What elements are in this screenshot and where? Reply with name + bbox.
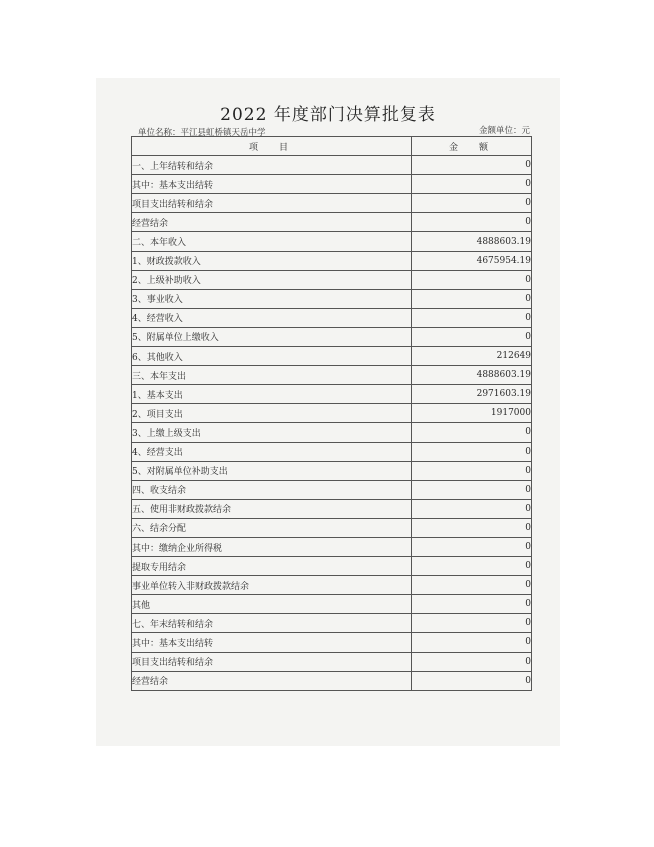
row-amount: 2971603.19 [412, 385, 532, 404]
row-amount: 4888603.19 [412, 232, 532, 251]
row-amount: 0 [412, 671, 532, 690]
unit-name: 单位名称：平江县虹桥镇天岳中学 [138, 128, 266, 138]
row-amount: 0 [412, 175, 532, 194]
table-row [132, 423, 532, 442]
row-amount: 4675954.19 [412, 251, 532, 270]
table-row [132, 576, 532, 595]
row-label: 其中：缴纳企业所得税 [132, 537, 412, 556]
table-row [132, 289, 532, 308]
table-header-row [132, 137, 532, 156]
row-amount: 0 [412, 156, 532, 175]
row-amount: 0 [412, 327, 532, 346]
row-label: 1、财政拨款收入 [132, 251, 412, 270]
row-amount: 0 [412, 652, 532, 671]
row-label: 其他 [132, 595, 412, 614]
table-row [132, 595, 532, 614]
row-label: 事业单位转入非财政拨款结余 [132, 576, 412, 595]
table-row [132, 652, 532, 671]
row-amount: 1917000 [412, 404, 532, 423]
table-row [132, 614, 532, 633]
table-row [132, 251, 532, 270]
table-row [132, 232, 532, 251]
row-label: 经营结余 [132, 213, 412, 232]
row-amount: 0 [412, 194, 532, 213]
row-label: 三、本年支出 [132, 366, 412, 385]
row-amount: 0 [412, 461, 532, 480]
row-label: 2、项目支出 [132, 404, 412, 423]
table-body [132, 156, 532, 691]
row-amount: 4888603.19 [412, 366, 532, 385]
row-amount: 0 [412, 557, 532, 576]
table-row [132, 404, 532, 423]
row-label: 四、收支结余 [132, 480, 412, 499]
row-amount: 0 [412, 576, 532, 595]
row-amount: 0 [412, 270, 532, 289]
table-row [132, 671, 532, 690]
table-row [132, 557, 532, 576]
table-row [132, 270, 532, 289]
column-header-amount: 金 额 [412, 137, 532, 156]
row-label: 项目支出结转和结余 [132, 652, 412, 671]
row-amount: 0 [412, 480, 532, 499]
row-label: 1、基本支出 [132, 385, 412, 404]
row-label: 6、其他收入 [132, 347, 412, 366]
row-amount: 212649 [412, 347, 532, 366]
table-row [132, 308, 532, 327]
row-label: 二、本年收入 [132, 232, 412, 251]
row-label: 3、事业收入 [132, 289, 412, 308]
row-label: 七、年末结转和结余 [132, 614, 412, 633]
document-sheet [96, 78, 560, 746]
row-label: 六、结余分配 [132, 518, 412, 537]
row-label: 一、上年结转和结余 [132, 156, 412, 175]
table-row [132, 461, 532, 480]
table-row [132, 499, 532, 518]
row-label: 其中：基本支出结转 [132, 633, 412, 652]
row-label: 4、经营收入 [132, 308, 412, 327]
row-label: 3、上缴上级支出 [132, 423, 412, 442]
table-row [132, 518, 532, 537]
row-label: 5、对附属单位补助支出 [132, 461, 412, 480]
row-label: 五、使用非财政拨款结余 [132, 499, 412, 518]
amount-unit: 金额单位：元 [478, 126, 530, 136]
row-label: 4、经营支出 [132, 442, 412, 461]
table-row [132, 156, 532, 175]
row-amount: 0 [412, 595, 532, 614]
row-amount: 0 [412, 614, 532, 633]
row-amount: 0 [412, 537, 532, 556]
row-amount: 0 [412, 423, 532, 442]
table-row [132, 480, 532, 499]
table-row [132, 537, 532, 556]
row-amount: 0 [412, 633, 532, 652]
row-amount: 0 [412, 518, 532, 537]
row-label: 经营结余 [132, 671, 412, 690]
table-row [132, 327, 532, 346]
row-amount: 0 [412, 289, 532, 308]
budget-table [131, 136, 532, 691]
table-row [132, 366, 532, 385]
table-row [132, 175, 532, 194]
row-label: 5、附属单位上缴收入 [132, 327, 412, 346]
row-amount: 0 [412, 213, 532, 232]
row-label: 项目支出结转和结余 [132, 194, 412, 213]
table-row [132, 442, 532, 461]
row-label: 提取专用结余 [132, 557, 412, 576]
row-label: 2、上级补助收入 [132, 270, 412, 289]
row-label: 其中：基本支出结转 [132, 175, 412, 194]
table-row [132, 213, 532, 232]
table-row [132, 194, 532, 213]
row-amount: 0 [412, 499, 532, 518]
document-title: 2022 年度部门决算批复表 [220, 105, 436, 125]
column-header-item: 项 目 [132, 137, 412, 156]
table-row [132, 347, 532, 366]
row-amount: 0 [412, 308, 532, 327]
table-row [132, 385, 532, 404]
table-row [132, 633, 532, 652]
row-amount: 0 [412, 442, 532, 461]
